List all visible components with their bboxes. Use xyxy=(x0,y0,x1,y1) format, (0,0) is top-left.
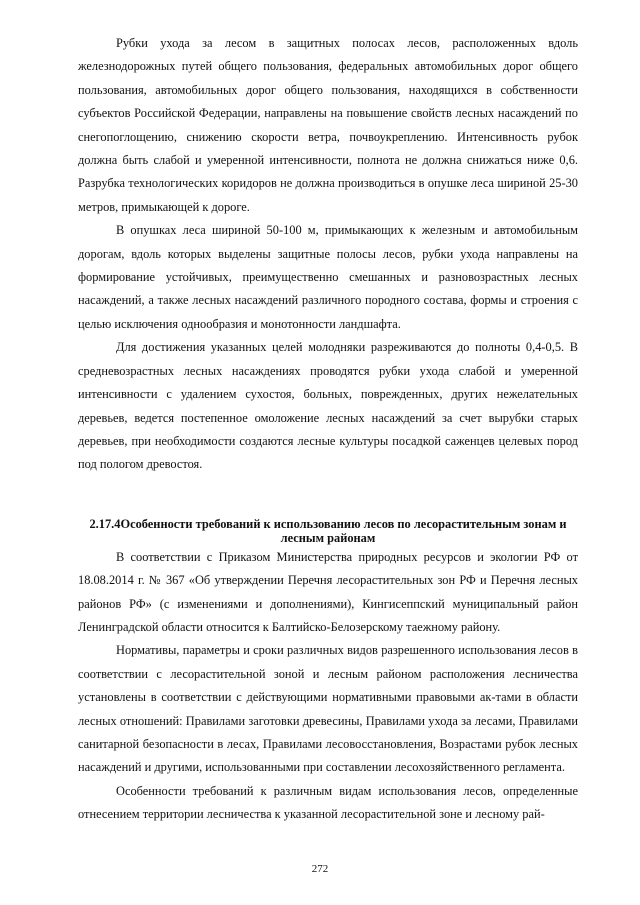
paragraph-thinning-goals: Для достижения указанных целей молодняки разреживаются до полноты 0,4-0,5. В средневозрастных лесных насаждениях проводятся рубки ухода слабой и умеренной интенсивности с удалением сухостоя, больных, поврежденных, других нежелательных деревьев, ведется постепенное омоложение лесных насаждений за счет вырубки старых деревьев, при необходимости создаются лесные культуры посадкой саженцев целевых пород под пологом древостоя. xyxy=(78,340,578,472)
paragraph-requirements: Особенности требований к различным видам использования лесов, определенные отнесением территории лесничества к указанной лесорастительной зоне и лесному рай- xyxy=(78,783,578,822)
paragraph-norms: Нормативы, параметры и сроки различных видов разрешенного использования лесов в соответствии с лесорастительной зоной и лесным районом расположения лесничества установлены в соответствии с действующими нормативными правовыми ак-тами в области лесных отношений: Правилами заготовки древесины, Правилами ухода за лесами, Правилами санитарной безопасности в лесах, Правилами лесовосстановления, Возрастами рубок лесных насаждений и другими, использованными при составлении лесохозяйственного регламента. xyxy=(78,643,578,775)
page-number: 272 xyxy=(311,863,329,875)
paragraph-forest-edges: В опушках леса шириной 50-100 м, примыкающих к железным и автомобильным дорогам, вдоль которых выделены защитные полосы лесов, рубки ухода направлены на формирование устойчивых, преимущественно смешанных и разновозрастных лесных насаждений, а также лесных насаждений различного породного состава, формы и строения с целью исключения однообразия и монотонности ландшафта. xyxy=(78,223,578,331)
section-heading: 2.17.4Особенности требований к использованию лесов по лесорастительным зонам и лесным районам xyxy=(89,516,567,546)
paragraph-protective-strips: Рубки ухода за лесом в защитных полосах лесов, расположенных вдоль железнодорожных путей общего пользования, федеральных автомобильных дорог общего пользования, автомобильных дорог общего пользования, находящихся в собственности субъектов Российской Федерации, направлены на повышение свойств лесных насаждений по снегопоглощению, снижению скорости ветра, почвоукреплению. Интенсивность рубок должна быть слабой и умеренной интенсивности, полнота не должна снижаться ниже 0,6. Разрубка технологических коридоров не должна производиться в опушке леса шириной 25-30 метров, примыкающей к дороге. xyxy=(78,36,578,214)
paragraph-order-reference: В соответствии с Приказом Министерства природных ресурсов и экологии РФ от 18.08.2014 г. № 367 «Об утверждении Перечня лесорастительных зон РФ и Перечня лесных районов РФ» (с изменениями и дополнениями), Кингисеппский муниципальный район Ленинградской области относится к Балтийско-Белозерскому таежному району. xyxy=(78,549,578,634)
document-page xyxy=(78,32,578,827)
